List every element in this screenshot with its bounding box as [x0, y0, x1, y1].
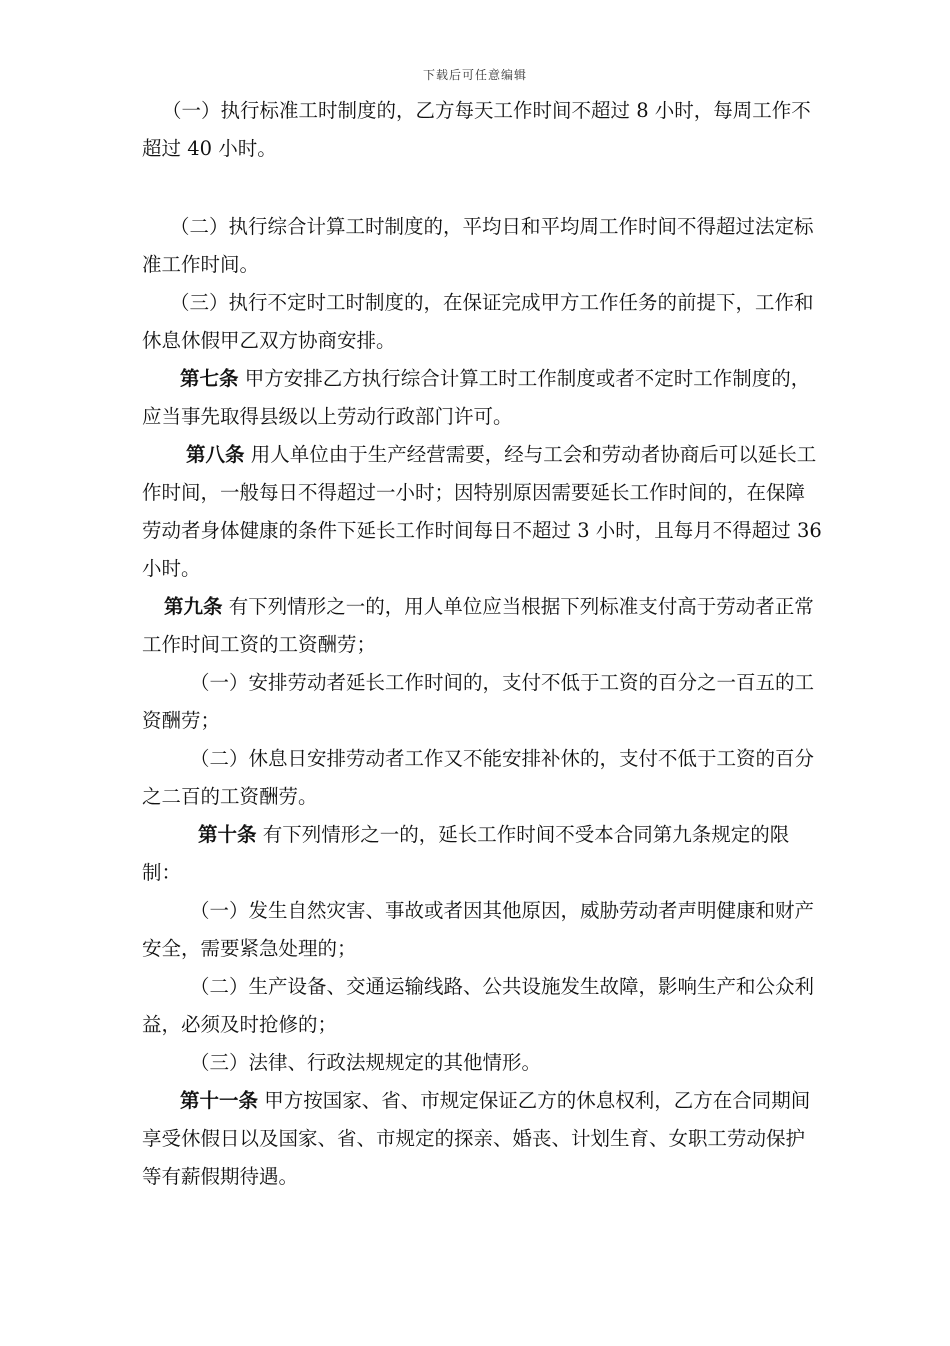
- paragraph-1: [142, 92, 822, 168]
- paragraph-text: （二）执行综合计算工时制度的，平均日和平均周工作时间不得超过法定标准工作时间。: [142, 215, 814, 276]
- article-10-item-2: [142, 968, 822, 1044]
- paragraph-2: [142, 208, 822, 284]
- article-9-item-1: [142, 664, 822, 740]
- paragraph-text: （一）发生自然灾害、事故或者因其他原因，威胁劳动者声明健康和财产安全，需要紧急处理的；: [142, 899, 815, 960]
- article-label: 第十条: [198, 823, 257, 846]
- article-10: [142, 816, 822, 892]
- paragraph-text: （二）生产设备、交通运输线路、公共设施发生故障，影响生产和公众利益，必须及时抢修的；: [142, 975, 815, 1036]
- article-10-item-3: [142, 1044, 822, 1082]
- paragraph-text: 甲方按国家、省、市规定保证乙方的休息权利，乙方在合同期间享受休假日以及国家、省、市规定的探亲、婚丧、计划生育、女职工劳动保护等有薪假期待遇。: [142, 1089, 811, 1188]
- paragraph-text: 用人单位由于生产经营需要，经与工会和劳动者协商后可以延长工作时间，一般每日不得超过一小时；因特别原因需要延长工作时间的，在保障劳动者身体健康的条件下延长工作时间每日不超过 3 小时，且每月不得超过 36 小时。: [142, 443, 822, 580]
- article-9-item-2: [142, 740, 822, 816]
- article-label: 第七条: [180, 367, 239, 390]
- article-9: [142, 588, 822, 664]
- article-7: [142, 360, 822, 436]
- paragraph-text: （三）法律、行政法规规定的其他情形。: [190, 1051, 542, 1074]
- paragraph-text: （二）休息日安排劳动者工作又不能安排补休的，支付不低于工资的百分之二百的工资酬劳。: [142, 747, 815, 808]
- paragraph-text: （三）执行不定时工时制度的，在保证完成甲方工作任务的前提下，工作和休息休假甲乙双方协商安排。: [142, 291, 814, 352]
- paragraph-text: 甲方安排乙方执行综合计算工时工作制度或者不定时工作制度的，应当事先取得县级以上劳动行政部门许可。: [142, 367, 811, 428]
- paragraph-text: （一）执行标准工时制度的，乙方每天工作时间不超过 8 小时，每周工作不超过 40 小时。: [142, 99, 811, 160]
- paragraph-text: 有下列情形之一的，延长工作时间不受本合同第九条规定的限制：: [142, 823, 790, 884]
- document-body: [142, 92, 822, 1196]
- article-8: [142, 436, 822, 588]
- article-10-item-1: [142, 892, 822, 968]
- paragraph-text: （一）安排劳动者延长工作时间的，支付不低于工资的百分之一百五的工资酬劳；: [142, 671, 815, 732]
- paragraph-text: 有下列情形之一的，用人单位应当根据下列标准支付高于劳动者正常工作时间工资的工资酬劳；: [142, 595, 814, 656]
- article-label: 第十一条: [180, 1089, 259, 1112]
- article-11: [142, 1082, 822, 1196]
- page-header: 下载后可任意编辑: [422, 68, 527, 82]
- article-label: 第八条: [186, 443, 245, 466]
- paragraph-3: [142, 284, 822, 360]
- article-label: 第九条: [164, 595, 223, 618]
